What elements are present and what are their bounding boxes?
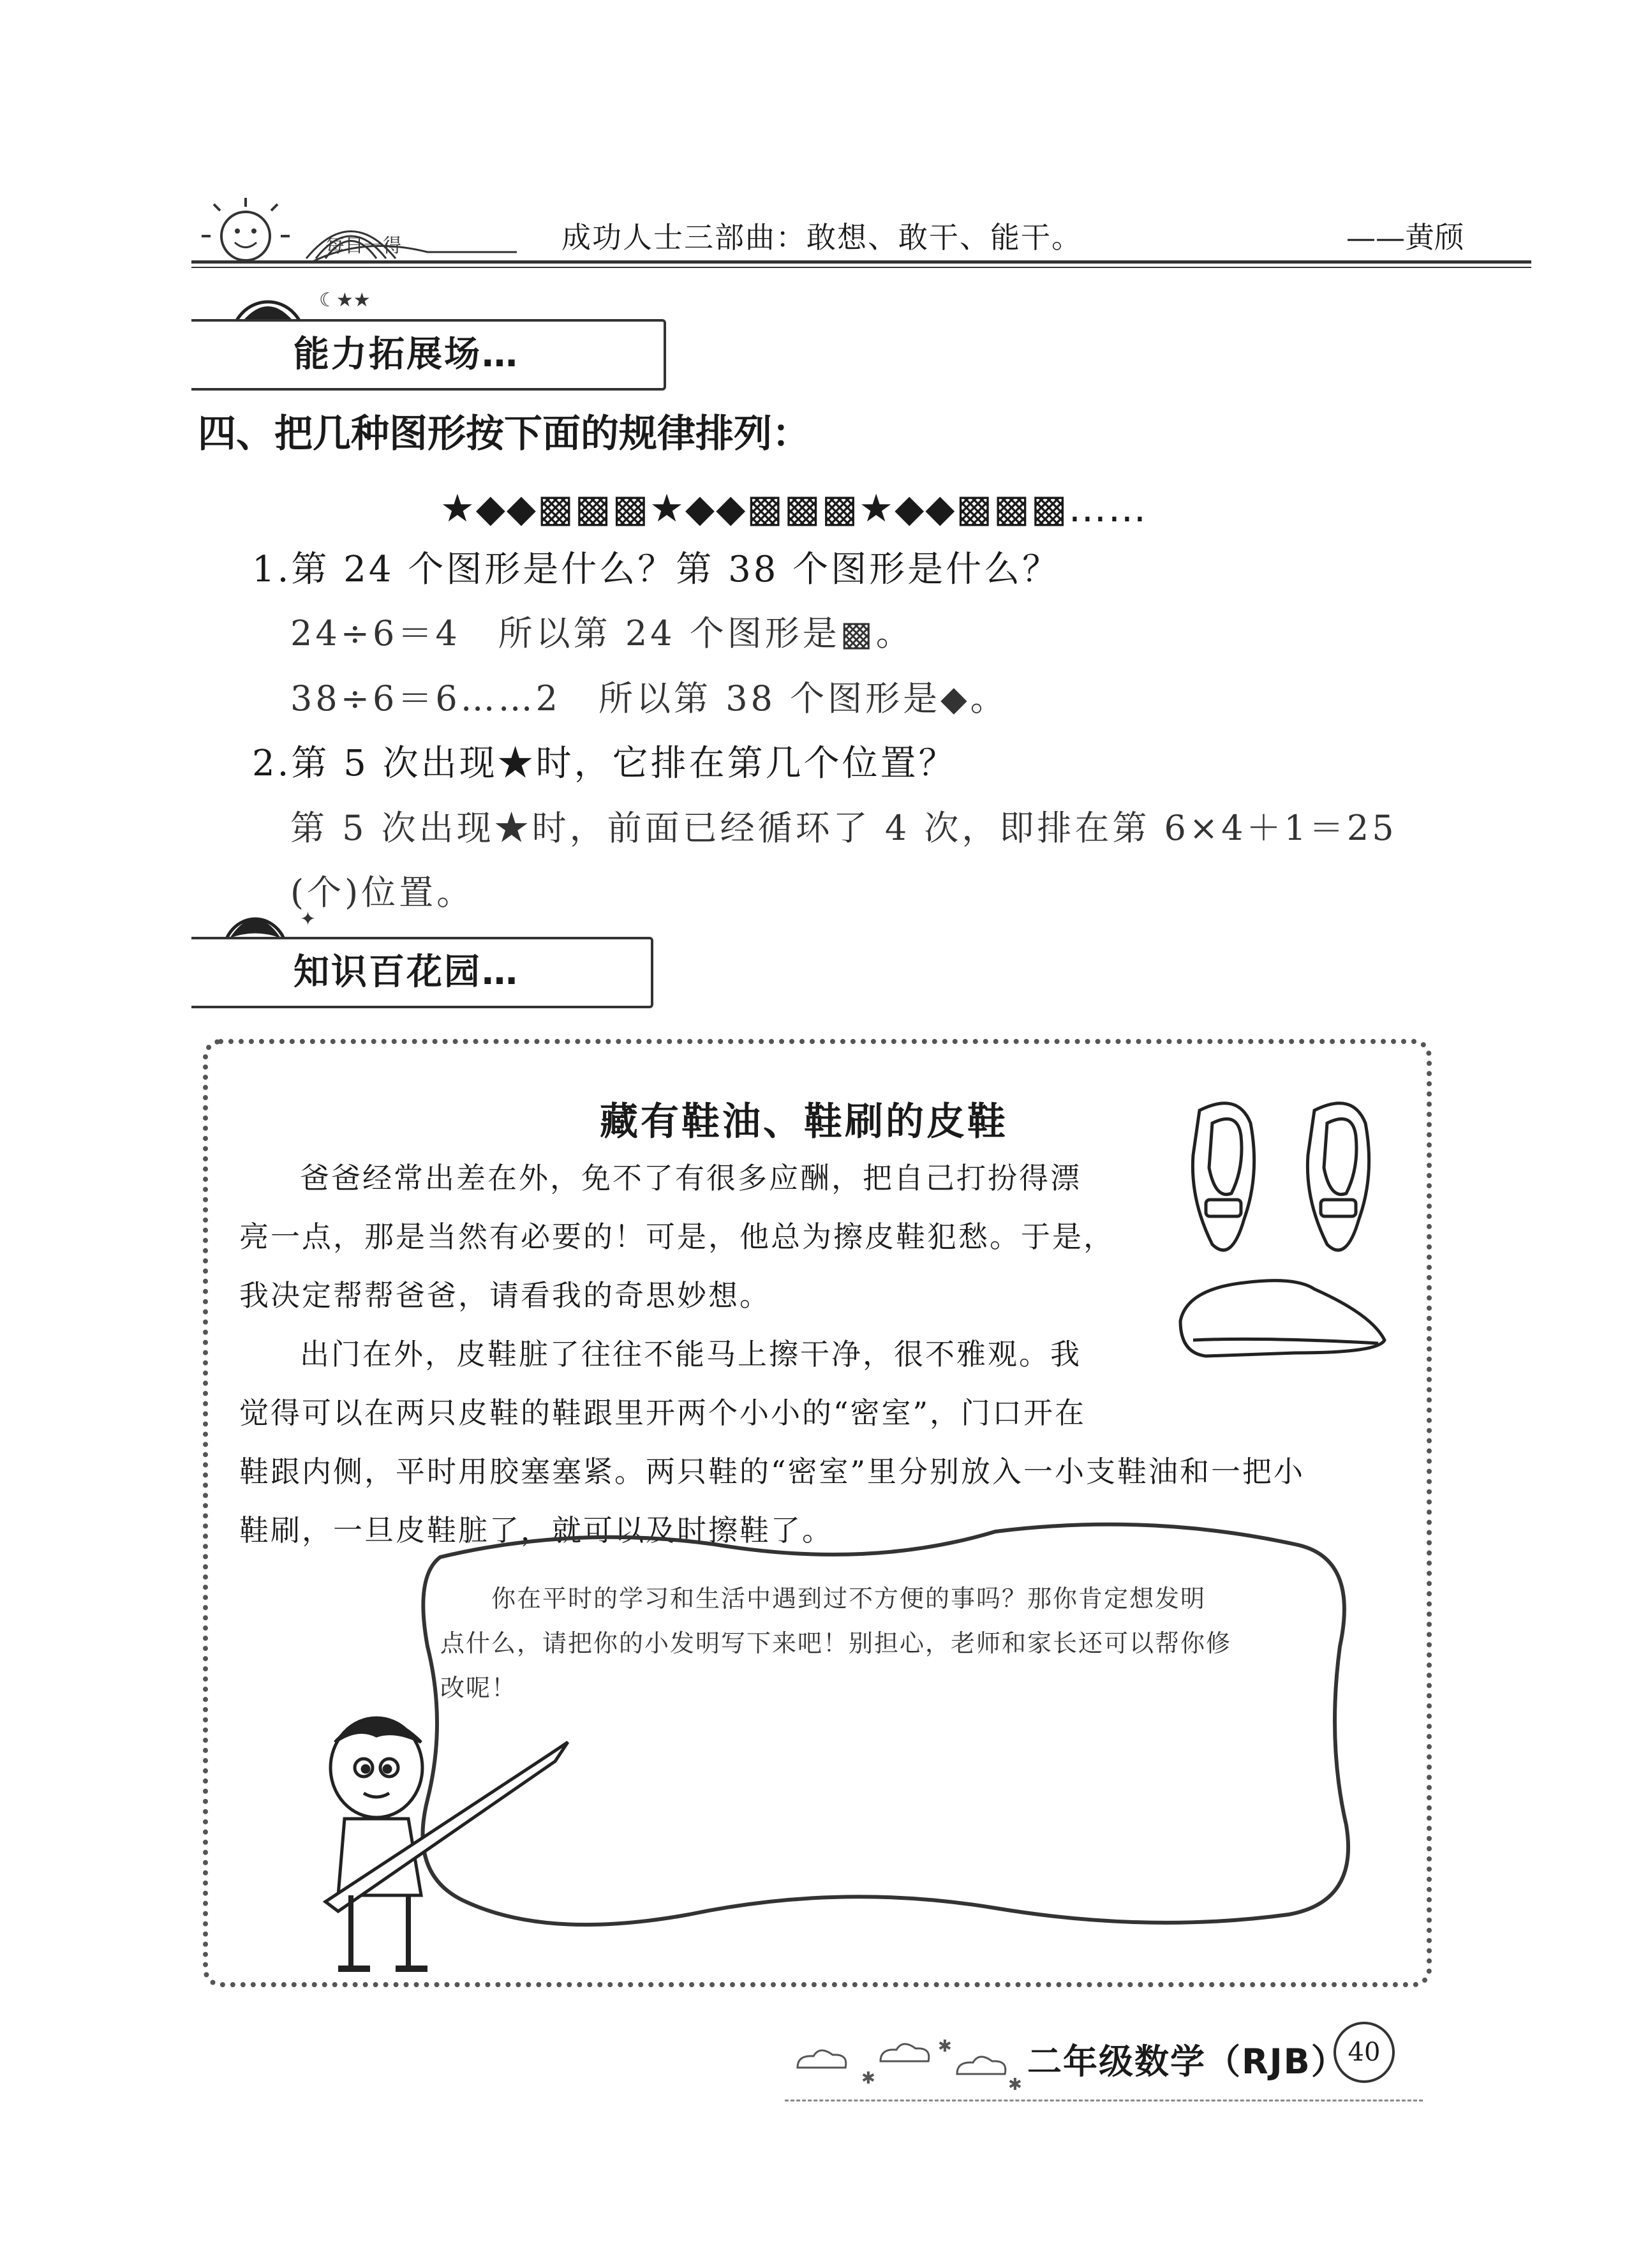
shoes-illustration (1168, 1085, 1404, 1385)
question-title: 四、把几种图形按下面的规律排列： (198, 412, 810, 456)
bubble-prompt (440, 1576, 1308, 1710)
story-p2-line3: 鞋跟内侧，平时用胶塞塞紧。两只鞋的“密室”里分别放入一小支鞋油和一把小 (239, 1454, 1305, 1489)
sub-question-1: 1.第 24 个图形是什么？第 38 个图形是什么？ (252, 549, 1061, 590)
story-p1-line1: 爸爸经常出差在外，免不了有很多应酬，把自己打扮得漂 (300, 1161, 1081, 1195)
answer-2-line-2: (个)位置。 (290, 872, 475, 913)
sub-question-2: 2.第 5 次出现★时，它排在第几个位置？ (252, 743, 957, 784)
header-rule-thin (191, 267, 1531, 268)
shape-sequence: ★◆◆▩▩▩★◆◆▩▩▩★◆◆▩▩▩…… (440, 486, 1148, 531)
story-p2-line4: 鞋刷，一旦皮鞋脏了，就可以及时擦鞋了。 (239, 1513, 833, 1548)
header-author: ——黄颀 (1346, 220, 1464, 255)
answer-2-line-1: 第 5 次出现★时，前面已经循环了 4 次，即排在第 6×4＋1＝25 (290, 808, 1397, 848)
page-number: 40 (1334, 2022, 1395, 2083)
boy-with-pencil-illustration (300, 1697, 593, 1978)
section-banner-knowledge: 知识百花园… (191, 937, 653, 1008)
svg-text:✱: ✱ (938, 2037, 952, 2056)
daily-tab-label: 每日一得 (325, 235, 402, 257)
story-p1-line2: 亮一点，那是当然有必要的！可是，他总为擦皮鞋犯愁。于是， (239, 1220, 1115, 1254)
footer-grade-label: 二年级数学（RJB） (1027, 2041, 1347, 2082)
svg-text:☾★★: ☾★★ (319, 289, 371, 311)
header-motto: 成功人士三部曲：敢想、敢干、能干。 (561, 220, 1082, 255)
story-p1-line3: 我决定帮帮爸爸，请看我的奇思妙想。 (239, 1278, 771, 1313)
svg-text:✱: ✱ (861, 2069, 875, 2088)
bubble-line-3: 改呢！ (440, 1674, 517, 1702)
bubble-line-1: 你在平时的学习和生活中遇到过不方便的事吗？那你肯定想发明 (491, 1585, 1207, 1613)
footer-clouds-decoration (785, 2029, 1027, 2093)
story-title: 藏有鞋油、鞋刷的皮鞋 (600, 1100, 1008, 1144)
section-banner-ability: 能力拓展场… (191, 319, 666, 391)
bubble-line-2: 点什么，请把你的小发明写下来吧！别担心，老师和家长还可以帮你修 (440, 1629, 1232, 1657)
header-rule (191, 260, 1531, 264)
answer-1-line-1: 24÷6＝4 所以第 24 个图形是▩。 (290, 613, 914, 653)
svg-text:✱: ✱ (1008, 2075, 1022, 2094)
footer-dashed-rule (785, 2100, 1423, 2101)
svg-text:✦: ✦ (300, 908, 316, 930)
answer-1-line-2: 38÷6＝6……2 所以第 38 个图形是◆。 (290, 678, 1008, 719)
story-p2-line1: 出门在外，皮鞋脏了往往不能马上擦干净，很不雅观。我 (300, 1337, 1081, 1371)
story-p2-line2: 觉得可以在两只皮鞋的鞋跟里开两个小小的“密室”，门口开在 (239, 1396, 1087, 1430)
